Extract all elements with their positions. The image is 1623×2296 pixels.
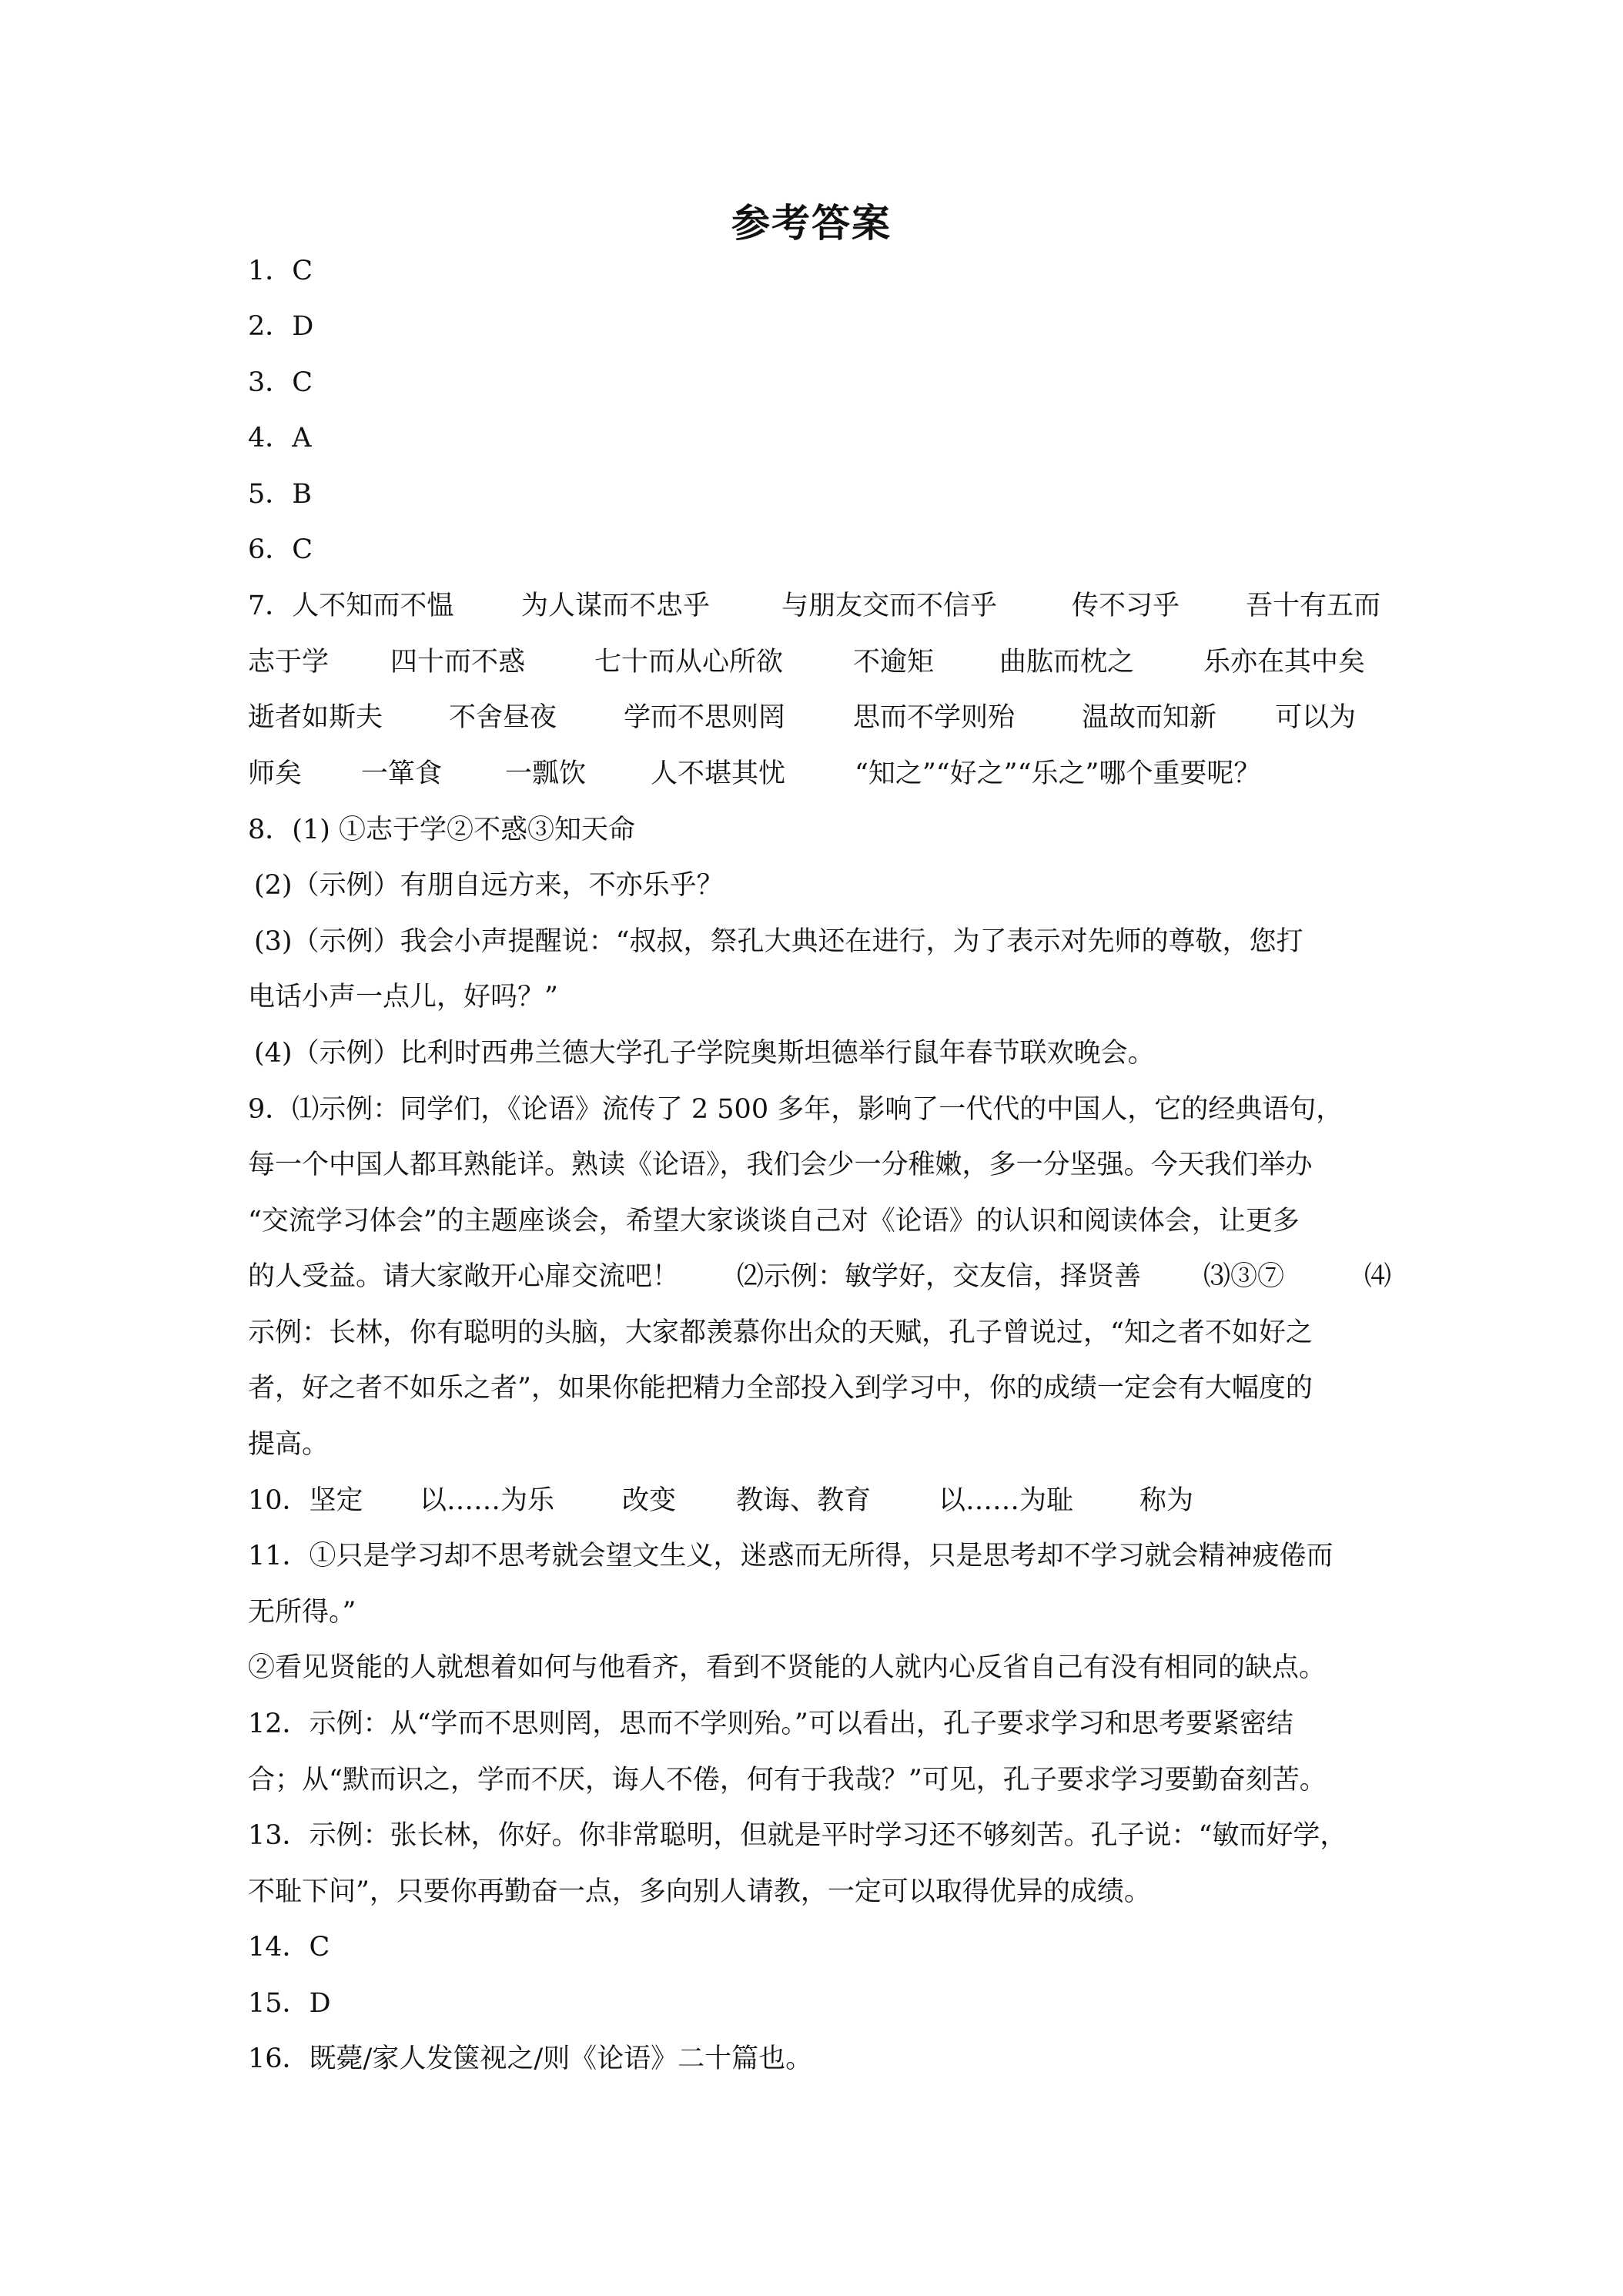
answer-9-line: “交流学习体会”的主题座谈会，希望大家谈谈自己对《论语》的认识和阅读体会，让更多	[248, 1206, 1300, 1237]
answer-8-part-2: (2)（示例）有朋自远方来，不亦乐乎？	[254, 870, 724, 901]
answer-10-item: 以……为耻	[939, 1485, 1074, 1516]
answer-9-line: 者，好之者不如乐之者”，如果你能把精力全部投入到学习中，你的成绩一定会有大幅度的	[248, 1373, 1313, 1404]
answer-7-item: 为人谋而不忠乎	[521, 591, 711, 621]
answer-7-item: 曲肱而枕之	[999, 647, 1135, 678]
answer-11-line: 无所得。”	[248, 1597, 356, 1628]
answer-5: 5．B	[248, 479, 312, 510]
answer-16: 16．既薨/家人发箧视之/则《论语》二十篇也。	[248, 2043, 813, 2074]
answer-7-item: 吾十有五而	[1246, 591, 1381, 621]
answer-14: 14．C	[248, 1932, 330, 1963]
answer-7-item: 传不习乎	[1072, 591, 1180, 621]
answer-7-item: 可以为	[1275, 702, 1357, 733]
answer-11-line: ②看见贤能的人就想着如何与他看齐，看到不贤能的人就内心反省自己有没有相同的缺点。	[248, 1652, 1327, 1683]
answer-11-line: 11．①只是学习却不思考就会望文生义，迷惑而无所得，只是思考却不学习就会精神疲倦而	[248, 1541, 1334, 1571]
answer-9-line: 示例：长林，你有聪明的头脑，大家都羡慕你出众的天赋，孔子曾说过，“知之者不如好之	[248, 1317, 1313, 1348]
answer-7-item: 一瓢饮	[505, 758, 587, 789]
answer-7-item: 温故而知新	[1082, 702, 1217, 733]
answer-7-item: “知之”“好之”“乐之”哪个重要呢？	[855, 758, 1261, 789]
answer-15: 15．D	[248, 1988, 331, 2019]
answer-10-item: 称为	[1139, 1485, 1194, 1516]
answer-9-line: 每一个中国人都耳熟能详。熟读《论语》，我们会少一分稚嫩，多一分坚强。今天我们举办	[248, 1150, 1313, 1180]
answer-9-part-3: ⑶③⑦	[1203, 1261, 1285, 1292]
answer-9-line: 提高。	[248, 1429, 330, 1460]
answer-8-part-3: (3)（示例）我会小声提醒说：“叔叔，祭孔大典还在进行，为了表示对先师的尊敬，您打	[254, 926, 1303, 957]
answer-8-part-1: 8．(1) ①志于学②不惑③知天命	[248, 815, 635, 845]
answer-7-item: 师矣	[248, 758, 303, 789]
answer-6: 6．C	[248, 534, 313, 565]
page-title: 参考答案	[731, 201, 892, 246]
answer-7-item: 不舍昼夜	[449, 702, 557, 733]
answer-8-part-3-cont: 电话小声一点儿，好吗？”	[248, 982, 558, 1012]
answer-13-line: 13．示例：张长林，你好。你非常聪明，但就是平时学习还不够刻苦。孔子说：“敏而好学，	[248, 1820, 1347, 1851]
answer-8-part-4: (4)（示例）比利时西弗兰德大学孔子学院奥斯坦德举行鼠年春节联欢晚会。	[254, 1038, 1155, 1069]
answer-7-item: 一箪食	[361, 758, 443, 789]
answer-10-item: 以……为乐	[420, 1485, 555, 1516]
answer-3: 3．C	[248, 367, 313, 398]
answer-10-item: 教诲、教育	[736, 1485, 872, 1516]
answer-7-item: 七十而从心所欲	[594, 647, 784, 678]
answer-7-item: 不逾矩	[853, 647, 935, 678]
answer-7-item: 思而不学则殆	[853, 702, 1016, 733]
answer-7-item: 乐亦在其中矣	[1203, 647, 1366, 678]
answer-7-item: 学而不思则罔	[624, 702, 786, 733]
answer-9-line: 的人受益。请大家敞开心扉交流吧！	[248, 1261, 680, 1292]
answer-7-item: 人不堪其忧	[651, 758, 786, 789]
answer-7-item: 四十而不惑	[390, 647, 526, 678]
answer-1: 1．C	[248, 256, 313, 286]
answer-10-item: 改变	[622, 1485, 677, 1516]
answer-4: 4．A	[248, 423, 312, 454]
answer-7-item: 逝者如斯夫	[248, 702, 383, 733]
answer-10-item: 10．坚定	[248, 1485, 363, 1516]
answer-9-line: 9．⑴示例：同学们，《论语》流传了 2 500 多年，影响了一代代的中国人，它的经典语句，	[248, 1094, 1344, 1125]
answer-2: 2．D	[248, 311, 314, 342]
answer-7-item: 7．人不知而不愠	[248, 591, 454, 621]
answer-9-part-4: ⑷	[1364, 1261, 1392, 1292]
answer-9-part-2: ⑵示例：敏学好，交友信，择贤善	[737, 1261, 1142, 1292]
answer-7-item: 志于学	[248, 647, 330, 678]
answer-12-line: 12．示例：从“学而不思则罔，思而不学则殆。”可以看出，孔子要求学习和思考要紧密结	[248, 1709, 1293, 1739]
answer-13-line: 不耻下问”，只要你再勤奋一点，多向别人请教，一定可以取得优异的成绩。	[248, 1876, 1151, 1907]
answer-7-item: 与朋友交而不信乎	[781, 591, 998, 621]
answer-12-line: 合；从“默而识之，学而不厌，诲人不倦，何有于我哉？”可见，孔子要求学习要勤奋刻苦。	[248, 1765, 1327, 1796]
